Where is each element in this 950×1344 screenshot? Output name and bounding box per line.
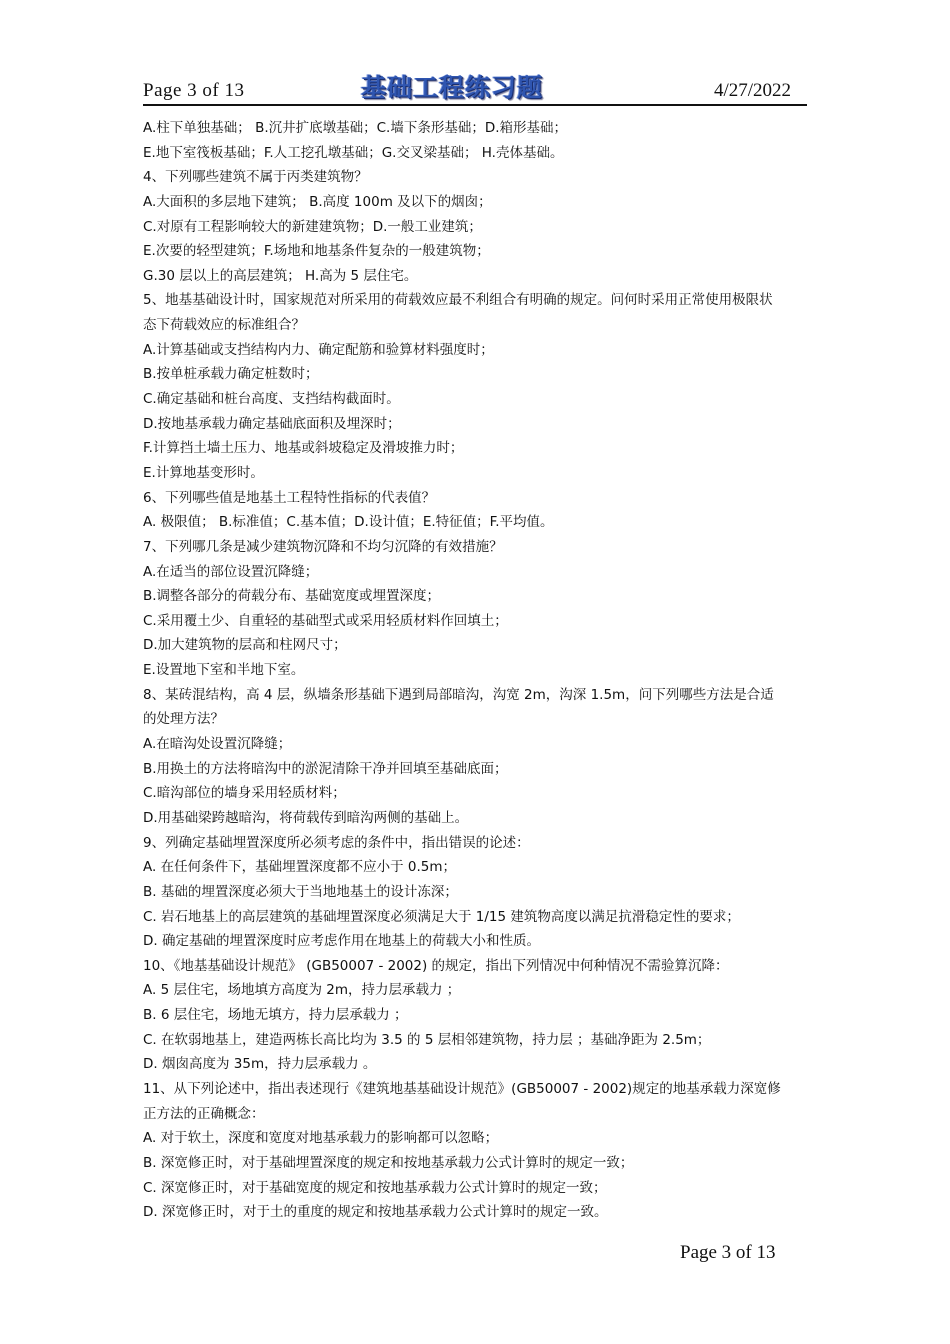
document-body [143,116,813,1225]
text-line: D.加大建筑物的层高和柱网尺寸； [143,637,347,654]
text-line: D. 深宽修正时，对于土的重度的规定和按地基承载力公式计算时的规定一致。 [143,1204,608,1221]
text-line: 10、《地基基础设计规范》 (GB50007 - 2002) 的规定，指出下列情况中何种情况不需验算沉降： [143,957,729,974]
header-date: 4/27/2022 [713,80,791,101]
text-line: A.计算基础或支挡结构内力、确定配筋和验算材料强度时； [143,341,494,358]
text-line: E.计算地基变形时。 [143,464,264,481]
text-line: 6、下列哪些值是地基土工程特性指标的代表值？ [143,489,436,506]
text-line: 态下荷载效应的标准组合？ [143,317,305,334]
text-line: 正方法的正确概念： [143,1105,265,1122]
text-line: C. 岩石地基上的高层建筑的基础埋置深度必须满足大于 1/15 建筑物高度以满足抗滑稳定性的要求； [143,908,740,925]
header-title: 基础工程练习题 [361,73,544,102]
text-line: 5、地基基础设计时，国家规范对所采用的荷载效应最不利组合有明确的规定。问何时采用正常使用极限状 [143,292,773,309]
text-line: A.大面积的多层地下建筑； B.高度 100m 及以下的烟囱； [143,193,492,210]
text-line: A. 极限值； B.标准值；C.基本值；D.设计值；E.特征值；F.平均值。 [143,514,554,531]
text-line: D.按地基承载力确定基础底面积及埋深时； [143,415,401,432]
text-line: D. 确定基础的埋置深度时应考虑作用在地基上的荷载大小和性质。 [143,933,540,950]
text-line: D.用基础梁跨越暗沟，将荷载传到暗沟两侧的基础上。 [143,809,469,826]
text-line: 8、某砖混结构，高 4 层，纵墙条形基础下遇到局部暗沟，沟宽 2m，沟深 1.5m，问下列哪些方法是合适 [143,686,774,703]
text-line: 的处理方法？ [143,711,224,728]
text-line: B. 6 层住宅，场地无填方，持力层承载力 ； [143,1007,408,1024]
text-line: A. 在任何条件下，基础埋置深度都不应小于 0.5m； [143,859,456,876]
footer-page-number: Page 3 of 13 [680,1242,776,1263]
text-line: B. 基础的埋置深度必须大于当地地基土的设计冻深； [143,883,458,900]
text-line: E.设置地下室和半地下室。 [143,662,305,679]
page-header [143,68,807,106]
text-line: G.30 层以上的高层建筑； H.高为 5 层住宅。 [143,267,418,284]
text-line: 4、下列哪些建筑不属于丙类建筑物？ [143,169,368,186]
text-line: 9、列确定基础埋置深度所必须考虑的条件中，指出错误的论述： [143,834,530,851]
text-line: C. 在软弱地基上，建造两栋长高比均为 3.5 的 5 层相邻建筑物，持力层 ；基础净距为 2.5m； [143,1031,711,1048]
text-line: A.在暗沟处设置沉降缝； [143,736,292,753]
text-line: A.柱下单独基础； B.沉井扩底墩基础；C.墙下条形基础；D.箱形基础； [143,120,568,136]
text-line: B.用换土的方法将暗沟中的淤泥清除干净并回填至基础底面； [143,760,508,777]
text-line: 11、从下列论述中，指出表述现行《建筑地基基础设计规范》(GB50007 - 2002)规定的地基承载力深宽修 [143,1080,781,1097]
text-line: C.暗沟部位的墙身采用轻质材料； [143,785,346,802]
text-line: A. 对于软土，深度和宽度对地基承载力的影响都可以忽略； [143,1130,499,1147]
header-rule [143,104,807,106]
text-line: A. 5 层住宅，场地填方高度为 2m，持力层承载力 ； [143,982,461,999]
text-line: C.确定基础和桩台高度、支挡结构截面时。 [143,391,400,408]
text-line: B.按单桩承载力确定桩数时； [143,366,319,383]
text-line: B. 深宽修正时，对于基础埋置深度的规定和按地基承载力公式计算时的规定一致； [143,1154,634,1171]
text-line: D. 烟囱高度为 35m，持力层承载力 。 [143,1056,377,1073]
text-line: C. 深宽修正时，对于基础宽度的规定和按地基承载力公式计算时的规定一致； [143,1179,607,1196]
header-page-number: Page 3 of 13 [143,80,245,101]
text-line: C.对原有工程影响较大的新建建筑物；D.一般工业建筑； [143,218,482,235]
text-line: 7、下列哪几条是减少建筑物沉降和不均匀沉降的有效措施？ [143,538,503,555]
text-line: C.采用覆土少、自重轻的基础型式或采用轻质材料作回填土； [143,612,508,629]
text-line: F.计算挡土墙土压力、地基或斜坡稳定及滑坡推力时； [143,440,464,457]
text-line: E.地下室筏板基础；F.人工挖孔墩基础；G.交叉梁基础； H.壳体基础。 [143,144,564,161]
text-line: A.在适当的部位设置沉降缝； [143,563,319,580]
text-line: E.次要的轻型建筑；F.场地和地基条件复杂的一般建筑物； [143,243,490,260]
text-line: B.调整各部分的荷载分布、基础宽度或埋置深度； [143,588,441,605]
